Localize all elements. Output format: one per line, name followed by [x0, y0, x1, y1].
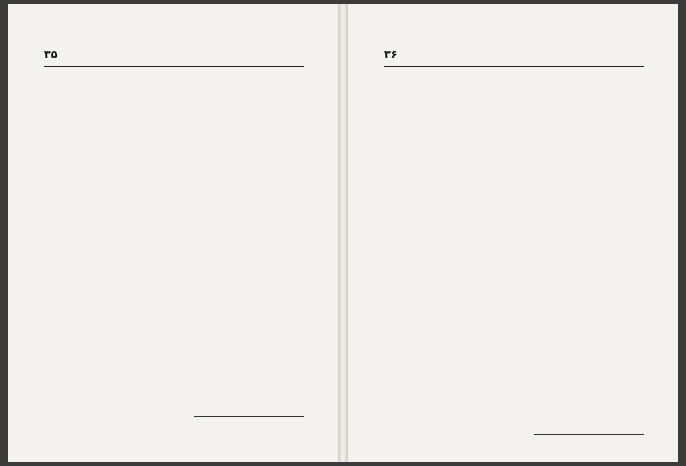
book-gutter — [338, 4, 348, 462]
left-footnotes — [44, 420, 304, 462]
body-line — [384, 110, 644, 127]
body-line — [384, 314, 644, 331]
body-line — [44, 76, 304, 93]
body-line — [384, 127, 644, 144]
right-page — [348, 4, 678, 462]
footnote-line — [44, 434, 304, 448]
body-line — [384, 365, 644, 382]
right-body-text — [384, 76, 644, 462]
body-line — [384, 161, 644, 178]
left-page-number: ۳۵ — [44, 48, 58, 61]
body-line — [44, 263, 304, 280]
left-footnote-rule — [194, 416, 304, 417]
right-page-number: ۳۶ — [384, 48, 398, 61]
body-line — [384, 229, 644, 246]
body-line — [384, 416, 644, 433]
body-line — [44, 144, 304, 161]
body-line — [384, 331, 644, 348]
body-line — [384, 280, 644, 297]
body-line — [384, 144, 644, 161]
body-line — [384, 76, 644, 93]
footnote-line — [44, 448, 304, 462]
right-footnote-rule — [534, 434, 644, 435]
body-line — [44, 93, 304, 110]
body-line — [384, 178, 644, 195]
body-line — [384, 297, 644, 314]
left-body-text — [44, 76, 304, 433]
footnote-line — [384, 438, 644, 452]
body-line — [44, 212, 304, 229]
right-footnotes — [384, 438, 644, 452]
body-line — [44, 348, 304, 365]
body-line — [384, 382, 644, 399]
body-line — [384, 246, 644, 263]
body-line — [44, 314, 304, 331]
body-line — [384, 212, 644, 229]
body-line — [384, 263, 644, 280]
body-line — [384, 399, 644, 416]
body-line — [44, 365, 304, 382]
body-line — [384, 93, 644, 110]
left-running-head — [44, 48, 304, 67]
body-line — [44, 246, 304, 263]
body-line — [384, 348, 644, 365]
body-line — [44, 161, 304, 178]
body-line — [44, 280, 304, 297]
body-line — [44, 127, 304, 144]
body-line — [384, 195, 644, 212]
body-line — [44, 297, 304, 314]
body-line — [44, 195, 304, 212]
body-line — [44, 331, 304, 348]
body-line — [44, 178, 304, 195]
body-line — [44, 382, 304, 399]
body-line — [44, 399, 304, 416]
left-page — [8, 4, 338, 462]
body-line — [44, 110, 304, 127]
footnote-line — [44, 420, 304, 434]
body-line — [44, 229, 304, 246]
right-running-head — [384, 48, 644, 67]
